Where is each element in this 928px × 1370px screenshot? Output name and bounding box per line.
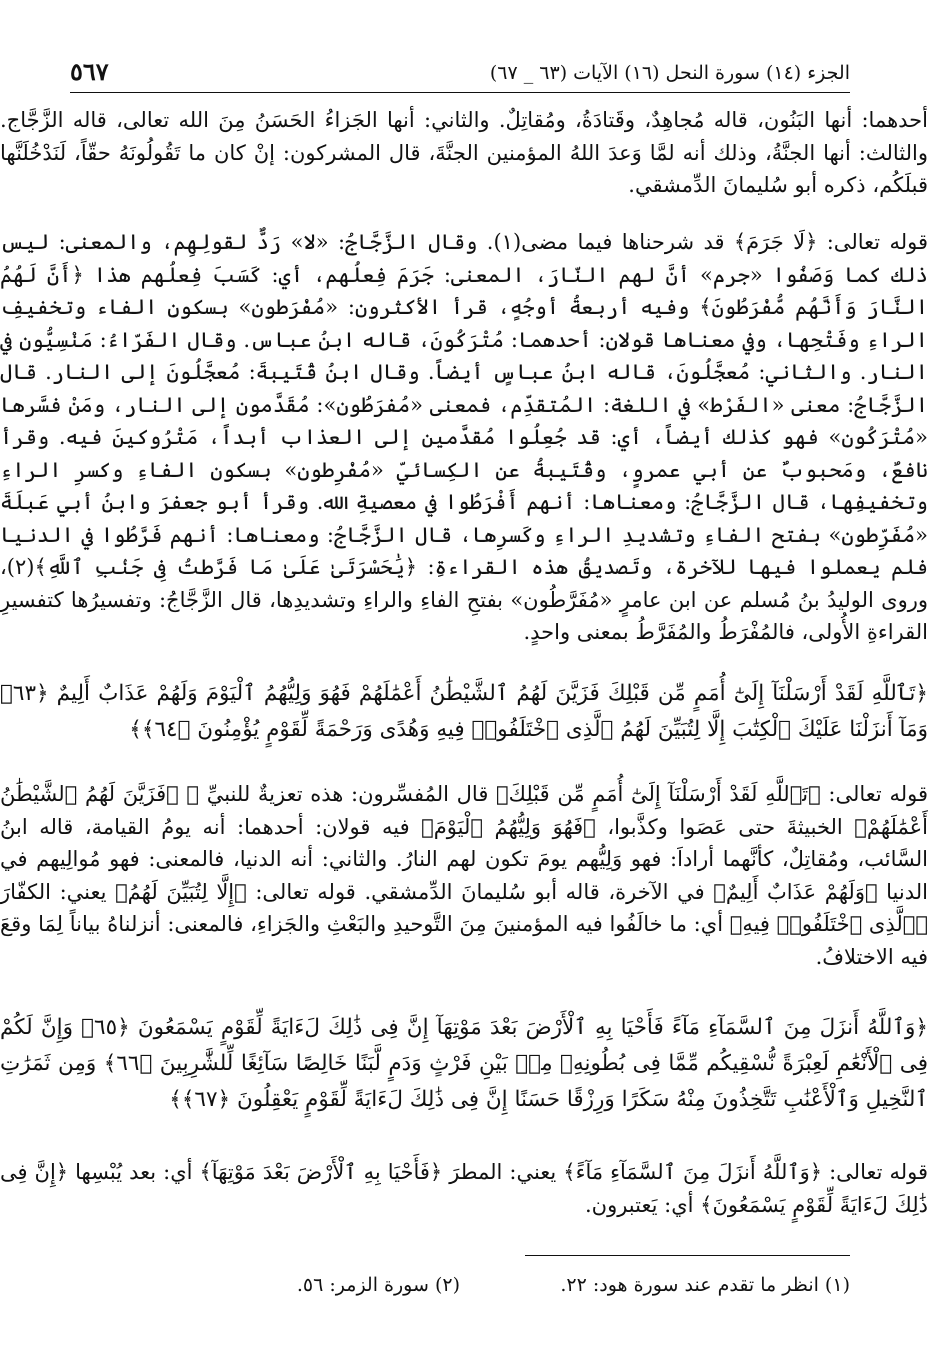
verse-text: ﴿تَٱللَّهِ لَقَدْ أَرْسَلْنَآ إِلَىٰٓ أُمَمٍ مِّن قَبْلِكَ فَزَيَّنَ لَهُمُ ٱلشَّيْطَٰنُ أَعْمَٰلَهُمْ فَهُوَ وَلِيُّهُمُ ٱلْيَوْمَ وَلَهُمْ عَذَابٌ أَلِيمٌ ﴿٦٣﴾ وَمَآ أَنزَلْنَا عَلَيْكَ ٱلْكِتَٰبَ إِلَّا لِتُبَيِّنَ لَهُمُ ٱلَّذِى ٱخْتَلَفُوا۟ فِيهِ وَهُدًى وَرَحْمَةً لِّقَوْمٍ يُؤْمِنُونَ ﴿٦٤﴾﴾: [0, 681, 928, 742]
verse-text: ﴿وَٱللَّهُ أَنزَلَ مِنَ ٱلسَّمَآءِ مَآءً فَأَحْيَا بِهِ ٱلْأَرْضَ بَعْدَ مَوْتِهَآ إِنَّ فِى ذَٰلِكَ لَءَايَةً لِّقَوْمٍ يَسْمَعُونَ ﴿٦٥﴾ وَإِنَّ لَكُمْ فِى ٱلْأَنْعَٰمِ لَعِبْرَةً نُّسْقِيكُم مِّمَّا فِى بُطُونِهِۦ مِنۢ بَيْنِ فَرْثٍ وَدَمٍ لَّبَنًا خَالِصًا سَآئِغًا لِّلشَّٰرِبِينَ ﴿٦٦﴾ وَمِن ثَمَرَٰتِ ٱلنَّخِيلِ وَٱلْأَعْنَٰبِ تَتَّخِذُونَ مِنْهُ سَكَرًا وَرِزْقًا حَسَنًا إِنَّ فِى ذَٰلِكَ لَءَايَةً لِّقَوْمٍ يَعْقِلُونَ ﴿٦٧﴾﴾: [0, 1015, 928, 1112]
commentary-paragraph: [0, 778, 928, 973]
page-header: [70, 50, 850, 90]
paragraph-text: أحدهما: أنها البَنُون، قاله مُجاهِدٌ، وقَتادَةُ، ومُقاتِلٌ. والثاني: أنها الجَزاءُ الحَسَنُ مِنَ الله تعالى، قاله الزَّجَّاج. والثالث: أنها الجنَّةُ، وذلك أنه لمَّا وَعدَ اللهُ المؤمنين الجنَّةَ، قال المشركون: إنْ كان ما تَقُولُونَهُ حقّاً، لَنَدْخُلَنَّها قبلَكُم، ذكره أبو سُليمانَ الدِّمشقي.: [0, 108, 928, 197]
paragraph-text: قوله تعالى: ﴿وَٱللَّهُ أَنزَلَ مِنَ ٱلسَّمَآءِ مَآءً﴾ يعني: المطرَ ﴿فَأَحْيَا بِهِ ٱلْأَرْضَ بَعْدَ مَوْتِهَآ﴾ أي: بعد يُبْسِها ﴿إِنَّ فِى ذَٰلِكَ لَءَايَةً لِّقَوْمٍ يَسْمَعُونَ﴾ أي: يَعتبرون.: [0, 1160, 928, 1217]
running-title: الجزء (١٤) سورة النحل (١٦) الآيات (٦٣ _ ٦٧): [489, 62, 850, 84]
footnote-1: (١) انظر ما تقدم عند سورة هود: ٢٢.: [560, 1274, 850, 1296]
footnote-divider: [525, 1255, 850, 1256]
quran-verse-block: [0, 676, 928, 748]
paragraph-text: قوله تعالى: ﴿لَا جَرَمَ﴾ قد شرحناها فيما مضى(١). وقال الزَّجَّاجُ: «لا» رَدٌّ لقولِهِم، والمعنى: ليس ذلك كما وَصَفُوا «جرم» أنَّ لهم النّارَ، المعنى: جَرَمَ فِعلُهم، أي: كَسَبَ فِعلُهم هذا ﴿أَنَّ لَهُمُ النَّارَ وَأَنَّهُم مُّفْرَطُونَ﴾ وفيه أربعةُ أوجُهٍ، قرأ الأكثرون: «مُفْرَطون» بسكونِ الفاء وتخفيفِ الراءِ وفَتْحِها، وفي معناها قولان: أحدهما: مُتْرَكُونَ، قاله ابنُ عباس. وقال الفَرّاءُ: مَنْسِيُّون في النار. والثاني: مُعجَّلُونَ، قاله ابنُ عباسٍ أيضاً. وقال ابنُ قُتَيبةَ: مُعجَّلُونَ إلى النار. قال الزَّجَّاجُ: معنى «الفَرْط» في اللغة: المُتقدِّم، فمعنى «مُفرَطُون»: مُقَدَّمون إلى النار، ومَنْ فسَّرها «مُتْرَكُون» فهو كذلك أيضاً، أي: قد جُعِلُوا مُقدَّمين إلى العذاب أبداً، مَتْرُوكينَ فيه. وقرأ نافعٌ، ومَحبوبٌ عن أبي عمروٍ، وقُتَيبةُ عن الكِسائيّ «مُفْرِطون» بسكون الفاءِ وكسرِ الراءِ وتخفيفِها، قال الزَّجَّاجُ: ومعناها: أنهم أَفْرَطُوا في معصيةِ الله. وقرأ أبو جعفرَ وابنُ أبي عَبلَةَ «مُفَرِّطون» بفتح الفاءِ وتشديدِ الراءِ وكَسرِها، قال الزَّجَّاجُ: ومعناها: أنهم فَرَّطُوا في الدنيا فلم يعملوا فيها للآخرة، وتَصديقُ هذه القراءةِ: ﴿يَٰحَسْرَتَىٰ عَلَىٰ مَا فَرَّطتُ فِى جَنۢبِ ٱللَّهِ﴾(٢)، وروى الوليدُ بنُ مُسلم عن ابن عامرٍ «مُفَرَّطُون» بفتحِ الفاءِ والراءِ وتشديدِها، قال الزَّجَّاجُ: وتفسيرُها كتفسيرِ القراءةِ الأُولى، فالمُفْرَطُ والمُفَرَّطُ بمعنى واحدٍ.: [0, 230, 928, 644]
footnote-2: (٢) سورة الزمر: ٥٦.: [296, 1274, 460, 1296]
quran-verse-block: [0, 1010, 928, 1118]
paragraph-text: قوله تعالى: ﴿تَٱللَّهِ لَقَدْ أَرْسَلْنَآ إِلَىٰٓ أُمَمٍ مِّن قَبْلِكَ﴾ قال المُفسِّرون: هذه تعزيةٌ للنبيِّ ﷺ ﴿فَزَيَّنَ لَهُمُ ٱلشَّيْطَٰنُ أَعْمَٰلَهُمْ﴾ الخبيثةَ حتى عَصَوا وكذَّبوا، ﴿فَهُوَ وَلِيُّهُمُ ٱلْيَوْمَ﴾ فيه قولان: أحدهما: أنه يومُ القيامة، قاله ابنُ السَّائب، ومُقاتِلٌ، كأنَّهما أراداَ: فهو وَلِيُّهم يومَ تكون لهم النارُ. والثاني: أنه الدنيا، فالمعنى: فهو مُوالِيهم في الدنيا ﴿وَلَهُمْ عَذَابٌ أَلِيمٌ﴾ في الآخرة، قاله أبو سُليمانَ الدِّمشقي. قوله تعالى: ﴿إِلَّا لِتُبَيِّنَ لَهُمُ﴾ يعني: الكفّارَ ﴿ٱلَّذِى ٱخْتَلَفُوا۟ فِيهِ﴾ أي: ما خالَفُوا فيه المؤمنينَ مِنَ التَّوحيدِ والبَعْثِ والجَزاءِ، فالمعنى: أنزلناهُ بياناً لِمَا وقعَ فيه الاختلافُ.: [0, 782, 928, 969]
commentary-paragraph: [0, 226, 928, 649]
page-number: ٥٦٧: [70, 57, 109, 86]
commentary-paragraph: [0, 104, 928, 202]
commentary-paragraph: [0, 1156, 928, 1221]
header-divider: [70, 92, 850, 93]
